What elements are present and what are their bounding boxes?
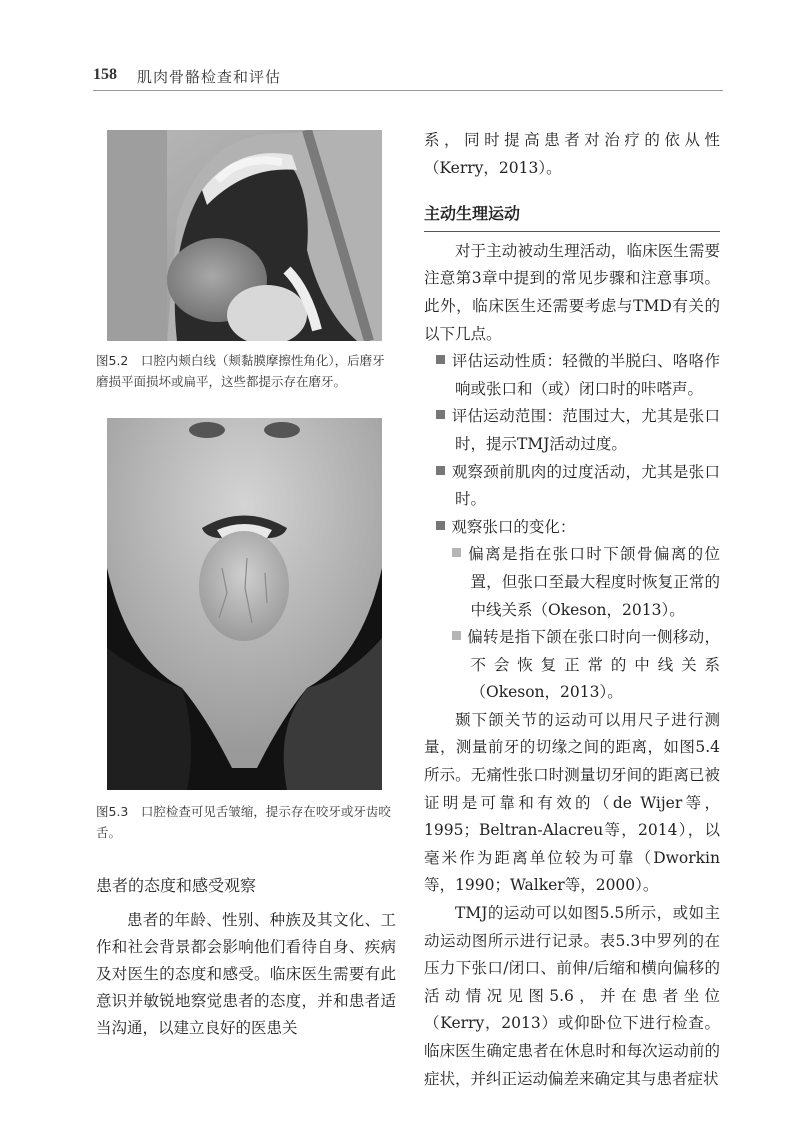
page-header	[93, 62, 723, 91]
intro-paragraph: 对于主动被动生理活动，临床医生需要注意第3章中提到的常见步骤和注意事项。此外，临床医生还需要考虑与TMD有关的以下几点。	[424, 241, 720, 343]
continuation-paragraph: 系，同时提高患者对治疗的依从性（Kerry，2013）。	[424, 131, 720, 177]
figure-5-3-photo	[107, 418, 382, 790]
bullet-item: 观察张口的变化：	[424, 514, 720, 542]
bullet-item: 观察颈前肌肉的过度活动，尤其是张口时。	[424, 459, 720, 514]
paragraph-patient-attitude: 患者的年龄、性别、种族及其文化、工作和社会背景都会影响他们看待自身、疾病及对医生的态度和感受。临床医生需要有此意识并敏锐地察觉患者的态度，并和患者适当沟通，以建立良好的医患关	[96, 911, 396, 1037]
figure-5-2-caption: 图5.2 口腔内颊白线（颊黏膜摩擦性角化），后磨牙磨损平面损坏或扁平，这些都提示存在磨牙。	[96, 353, 385, 389]
right-column	[424, 127, 720, 1093]
section-heading-patient-attitude: 患者的态度和感受观察	[96, 876, 257, 895]
left-column	[96, 872, 396, 1042]
figure-5-3-caption: 图5.3 口腔检查可见舌皱缩，提示存在咬牙或牙齿咬舌。	[96, 804, 391, 840]
square-bullet-icon	[436, 466, 445, 475]
square-bullet-icon	[452, 548, 461, 557]
square-bullet-icon	[436, 355, 445, 364]
square-bullet-icon	[436, 521, 445, 530]
bullet-item: 评估运动范围：范围过大，尤其是张口时，提示TMJ活动过度。	[424, 403, 720, 458]
sub-bullet-item: 偏转是指下颌在张口时向一侧移动，不会恢复正常的中线关系（Okeson，2013）。	[424, 624, 720, 707]
paragraph-measurement: 颞下颌关节的运动可以用尺子进行测量，测量前牙的切缘之间的距离，如图5.4所示。无痛性张口时测量切牙间的距离已被证明是可靠和有效的（de Wijer等，1995；Beltran-Alacreu等，2014），以毫米作为距离单位较为可靠（Dworkin等，1990；Walker等，2000）。	[424, 710, 720, 895]
bullet-item: 评估运动性质：轻微的半脱臼、咯咯作响或张口和（或）闭口时的咔嗒声。	[424, 348, 720, 403]
sub-bullet-item: 偏离是指在张口时下颌骨偏离的位置，但张口至最大程度时恢复正常的中线关系（Okeson，2013）。	[424, 541, 720, 624]
square-bullet-icon	[436, 410, 445, 419]
section-heading-active-movement: 主动生理运动	[424, 200, 720, 232]
figure-5-2-photo	[107, 130, 382, 341]
page-number: 158	[93, 66, 117, 83]
square-bullet-icon	[452, 631, 461, 640]
running-title: 肌肉骨骼检查和评估	[137, 68, 282, 86]
paragraph-recording: TMJ的运动可以如图5.5所示，或如主动运动图所示进行记录。表5.3中罗列的在压力下张口/闭口、前伸/后缩和横向偏移的活动情况见图5.6，并在患者坐位（Kerry，2013）或仰卧位下进行检查。临床医生确定患者在休息时和每次运动前的症状，并纠正运动偏差来确定其与患者症状	[424, 904, 720, 1088]
